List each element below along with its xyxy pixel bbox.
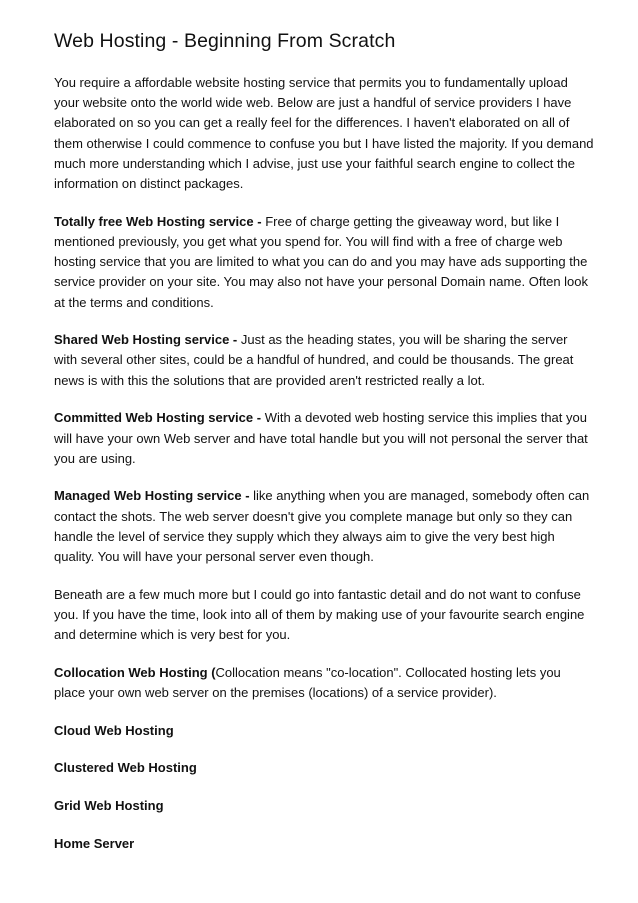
document-page [54,28,594,872]
section-heading: Collocation Web Hosting ( [54,664,216,680]
heading-grid-hosting: Grid Web Hosting [54,798,164,814]
section-body: With a devoted web hosting service this implies that you will have your own Web server and have total handle but you will not personal the server that you are using. [54,410,588,466]
section-shared-hosting [54,330,594,391]
section-collocation-hosting [54,663,594,703]
intro-paragraph: You require a affordable website hosting service that permits you to fundamentally upload your website onto the world wide web. Below are just a handful of service providers I have elaborated on so you can get a really feel for the differences. I haven't elaborated on all of them otherwise I could commence to confuse you but I have listed the majority. If you demand much more understanding which I advise, just use your faithful search engine to collect the information on distinct packages. [54,75,594,192]
section-heading: Managed Web Hosting service - [54,488,250,504]
section-heading: Shared Web Hosting service - [54,332,238,348]
section-body: like anything when you are managed, somebody often can contact the shots. The web server doesn't give you complete manage but only so they can handle the level of service they supply which they always aim to give the very best high quality. You will have your personal server even though. [54,488,590,565]
heading-clustered-hosting: Clustered Web Hosting [54,760,197,776]
section-body: Collocation means "co-location". Collocated hosting lets you place your own web server on the premises (locations) of a service provider). [54,664,561,701]
closing-paragraph: Beneath are a few much more but I could go into fantastic detail and do not want to confuse you. If you have the time, look into all of them by making use of your favourite search engine and determine which is very best for you. [54,586,585,643]
section-committed-hosting [54,408,594,469]
section-heading: Totally free Web Hosting service - [54,213,262,229]
section-managed-hosting [54,486,594,567]
section-body: Just as the heading states, you will be sharing the server with several other sites, could be a handful of hundred, and could be thousands. The great news is with this the solutions that are provided aren't restricted really a lot. [54,332,574,388]
document-title: Web Hosting - Beginning From Scratch [54,30,396,52]
section-body: Free of charge getting the giveaway word, but like I mentioned previously, you get what you spend for. You will find with a free of charge web hosting service that you are limited to what you can do and you may have ads supporting the service provider on your site. You may also not have your personal Domain name. Often look at the terms and conditions. [54,213,589,310]
section-heading: Committed Web Hosting service - [54,410,262,426]
heading-home-server: Home Server [54,835,135,851]
heading-cloud-hosting: Cloud Web Hosting [54,722,174,738]
section-free-hosting [54,212,594,313]
